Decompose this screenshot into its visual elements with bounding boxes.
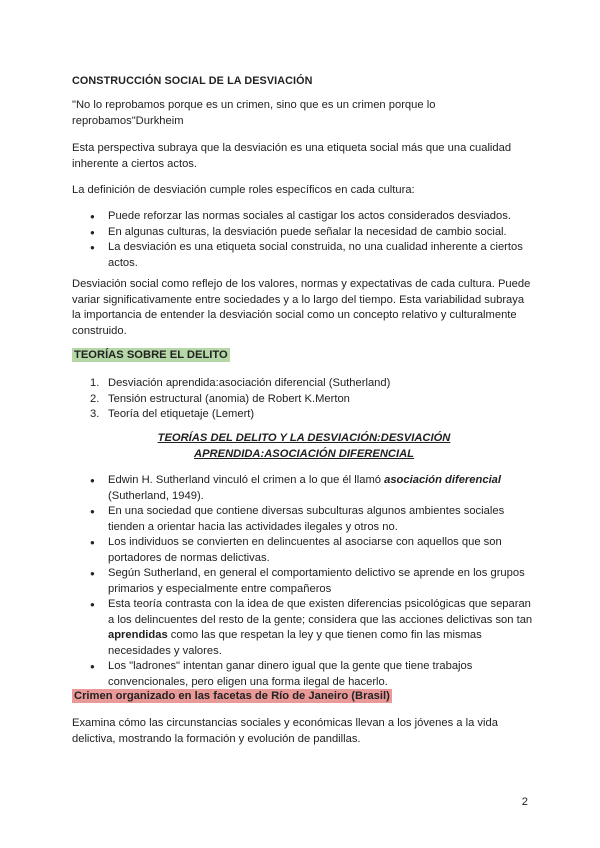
crime-heading-wrap — [72, 689, 534, 705]
list-item: 1. Desviación aprendida:asociación diferencial (Sutherland) — [90, 377, 391, 389]
list-item: ● En algunas culturas, la desviación puede señalar la necesidad de cambio social. — [90, 225, 534, 241]
list-item: ● Esta teoría contrasta con la idea de que existen diferencias psicológicas que separan a los delincuentes del resto de la gente; considera que las acciones delictivas son tan aprendidas como las que respetan la ley y que tienen como fin las mismas necesidades y valores. — [90, 597, 534, 659]
list-item: ● En una sociedad que contiene diversas subculturas algunos ambientes sociales tienden a orientar hacia las actividades ilegales y otros no. — [90, 504, 534, 535]
sutherland-list — [90, 473, 534, 690]
list-item: 2. Tensión estructural (anomia) de Robert K.Merton — [90, 392, 350, 405]
list-item: 3. Teoría del etiquetaje (Lemert) — [90, 408, 255, 420]
list-item: ● Edwin H. Sutherland vinculó el crimen a lo que él llamó asociación diferencial (Sutherland, 1949). — [90, 473, 534, 504]
theories-heading: TEORÍAS SOBRE EL DELITO — [74, 349, 228, 361]
list-item: ● Según Sutherland, en general el comportamiento delictivo se aprende en los grupos primarios y especialmente entre compañeros — [90, 566, 534, 597]
definition-intro: La definición de desviación cumple roles específicos en cada cultura: — [72, 184, 415, 196]
theories-list — [90, 376, 534, 423]
reflection-paragraph: Desviación social como reflejo de los valores, normas y expectativas de cada cultura. Puede variar significativamente entre sociedades y a lo largo del tiempo. Esta variabilidad subraya la importancia de entender la desviación social como un concepto relativo y culturalmente construido. — [72, 278, 531, 337]
list-item: ● Los "ladrones" intentan ganar dinero igual que la gente que tiene trabajos convencionales, pero eligen una forma ilegal de hacerlo. — [90, 659, 534, 690]
page-number: 2 — [521, 796, 528, 808]
theories-heading-wrap — [72, 348, 534, 364]
durkheim-quote: "No lo reprobamos porque es un crimen, sino que es un crimen porque lo reprobamos"Durkheim — [72, 99, 436, 127]
crime-paragraph: Examina cómo las circunstancias sociales y económicas llevan a los jóvenes a la vida delictiva, mostrando la formación y evolución de pandillas. — [72, 717, 498, 745]
crime-heading: Crimen organizado en las facetas de Río de Janeiro (Brasil) — [74, 690, 390, 702]
perspective-paragraph: Esta perspectiva subraya que la desviación es una etiqueta social más que una cualidad inherente a ciertos actos. — [72, 142, 512, 170]
list-item: ● Puede reforzar las normas sociales al castigar los actos considerados desviados. — [90, 209, 534, 225]
section-title: TEORÍAS DEL DELITO Y LA DESVIACIÓN:DESVIACIÓN APRENDIDA:ASOCIACIÓN DIFERENCIAL — [157, 432, 451, 460]
page-title: CONSTRUCCIÓN SOCIAL DE LA DESVIACIÓN — [72, 75, 313, 87]
list-item: ● Los individuos se convierten en delincuentes al asociarse con aquellos que son portadores de normas delictivas. — [90, 535, 534, 566]
definition-list — [90, 209, 534, 271]
list-item: ● La desviación es una etiqueta social construida, no una cualidad inherente a ciertos actos. — [90, 240, 534, 271]
